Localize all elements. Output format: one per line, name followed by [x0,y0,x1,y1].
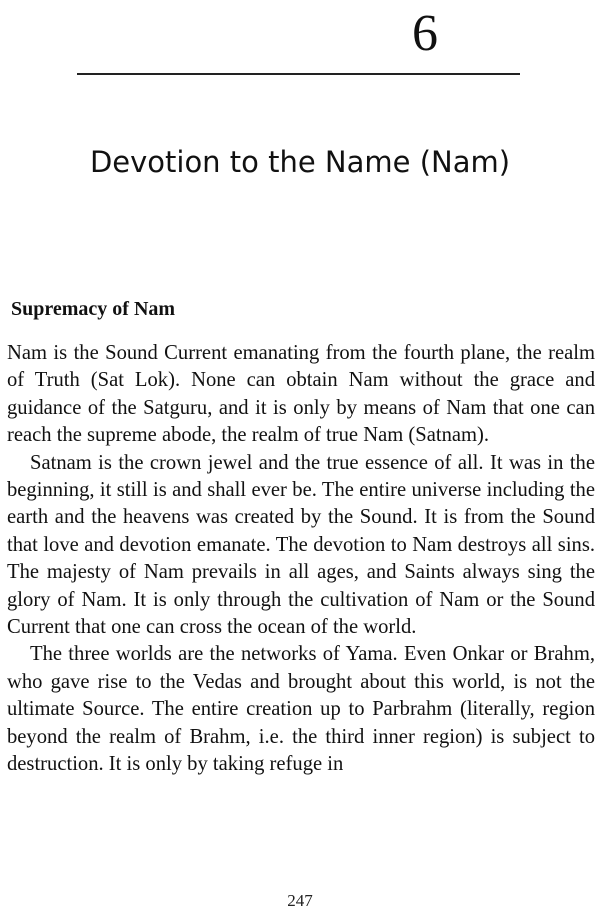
page-number: 247 [287,891,313,910]
body-text [7,340,595,779]
paragraph: The three worlds are the networks of Yama. Even Onkar or Brahm, who gave rise to the Vedas and brought about this world, is not the ultimate Source. The entire creation up to Parbrahm (literally, region beyond the realm of Brahm, i.e. the third inner region) is subject to destruction. It is only by taking refuge in [7,643,595,776]
chapter-divider [77,73,520,75]
paragraph: Nam is the Sound Current emanating from the fourth plane, the realm of Truth (Sat Lok). None can obtain Nam without the grace and guidance of the Satguru, and it is only by means of Nam that one can reach the supreme abode, the realm of true Nam (Satnam). [7,342,595,447]
chapter-title: Devotion to the Name (Nam) [89,145,511,179]
paragraph: Satnam is the crown jewel and the true essence of all. It was in the beginning, it still is and shall ever be. The entire universe including the earth and the heavens was created by the Sound. It is from the Sound that love and devotion emanate. The devotion to Nam destroys all sins. The majesty of Nam prevails in all ages, and Saints always sing the glory of Nam. It is only through the cultivation of Nam or the Sound Current that one can cross the ocean of the world. [7,451,595,639]
section-heading: Supremacy of Nam [11,298,176,320]
chapter-number: 6 [412,5,438,62]
